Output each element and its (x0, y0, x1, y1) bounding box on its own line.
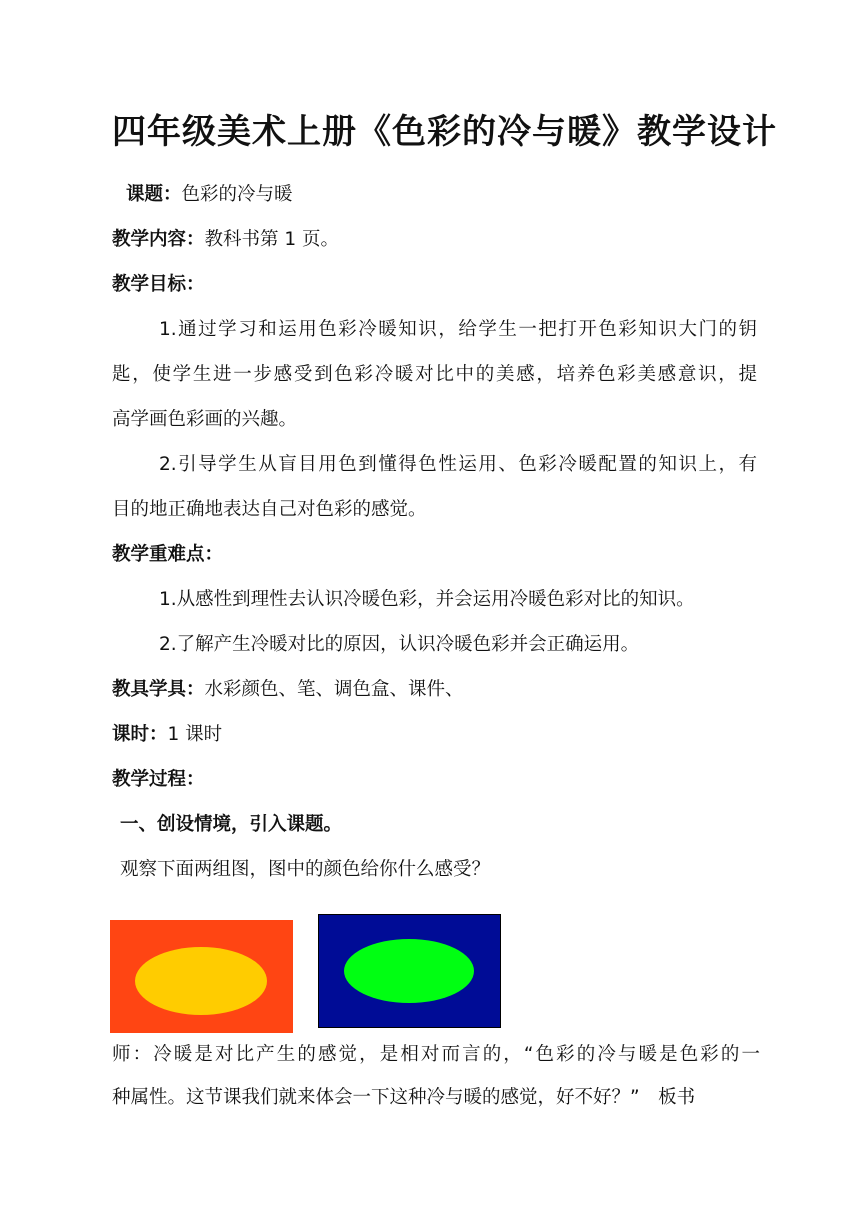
section-1-heading: 一、创设情境，引入课题。 (120, 814, 343, 835)
goal1-line2: 匙，使学生进一步感受到色彩冷暖对比中的美感，培养色彩美感意识，提 (112, 364, 757, 385)
goal2-line1: 2.引导学生从盲目用色到懂得色性运用、色彩冷暖配置的知识上，有 (159, 454, 757, 475)
lesson-topic-line (126, 186, 293, 205)
key-point-1: 1.从感性到理性去认识冷暖色彩，并会运用冷暖色彩对比的知识。 (159, 589, 695, 610)
goal1-line1: 1.通过学习和运用色彩冷暖知识，给学生一把打开色彩知识大门的钥 (159, 319, 757, 340)
warm-color-figure (110, 920, 293, 1033)
warm-figure-ellipse (135, 947, 267, 1015)
page-title: 四年级美术上册《色彩的冷与暖》教学设计 (112, 112, 777, 152)
class-hours-line (112, 726, 222, 745)
teacher-text-line2: 种属性。这节课我们就来体会一下这种冷与暖的感觉，好不好？” 板书 (112, 1087, 696, 1108)
process-label: 教学过程： (112, 769, 205, 790)
materials-label: 教具学具： (112, 679, 205, 700)
observe-prompt: 观察下面两组图，图中的颜色给你什么感受？ (120, 859, 491, 880)
teaching-content-value: 教科书第 1 页。 (204, 229, 340, 250)
materials-line (112, 681, 464, 700)
materials-value: 水彩颜色、笔、调色盒、课件、 (204, 679, 464, 700)
lesson-topic-label: 课题： (126, 184, 182, 205)
lesson-topic-value: 色彩的冷与暖 (181, 184, 293, 205)
key-points-label: 教学重难点： (112, 544, 224, 565)
cool-color-figure (318, 914, 501, 1028)
teaching-content-line (112, 231, 339, 250)
teacher-text-line1: 师：冷暖是对比产生的感觉，是相对而言的，“色彩的冷与暖是色彩的一 (112, 1044, 760, 1065)
class-hours-label: 课时： (112, 724, 168, 745)
key-point-2: 2.了解产生冷暖对比的原因，认识冷暖色彩并会正确运用。 (159, 634, 640, 655)
teaching-goals-label: 教学目标： (112, 274, 205, 295)
goal2-line2: 目的地正确地表达自己对色彩的感觉。 (112, 499, 427, 520)
goal1-line3: 高学画色彩画的兴趣。 (112, 409, 298, 430)
cool-figure-ellipse (344, 939, 474, 1003)
class-hours-value: 1 课时 (167, 724, 223, 745)
teaching-content-label: 教学内容： (112, 229, 205, 250)
